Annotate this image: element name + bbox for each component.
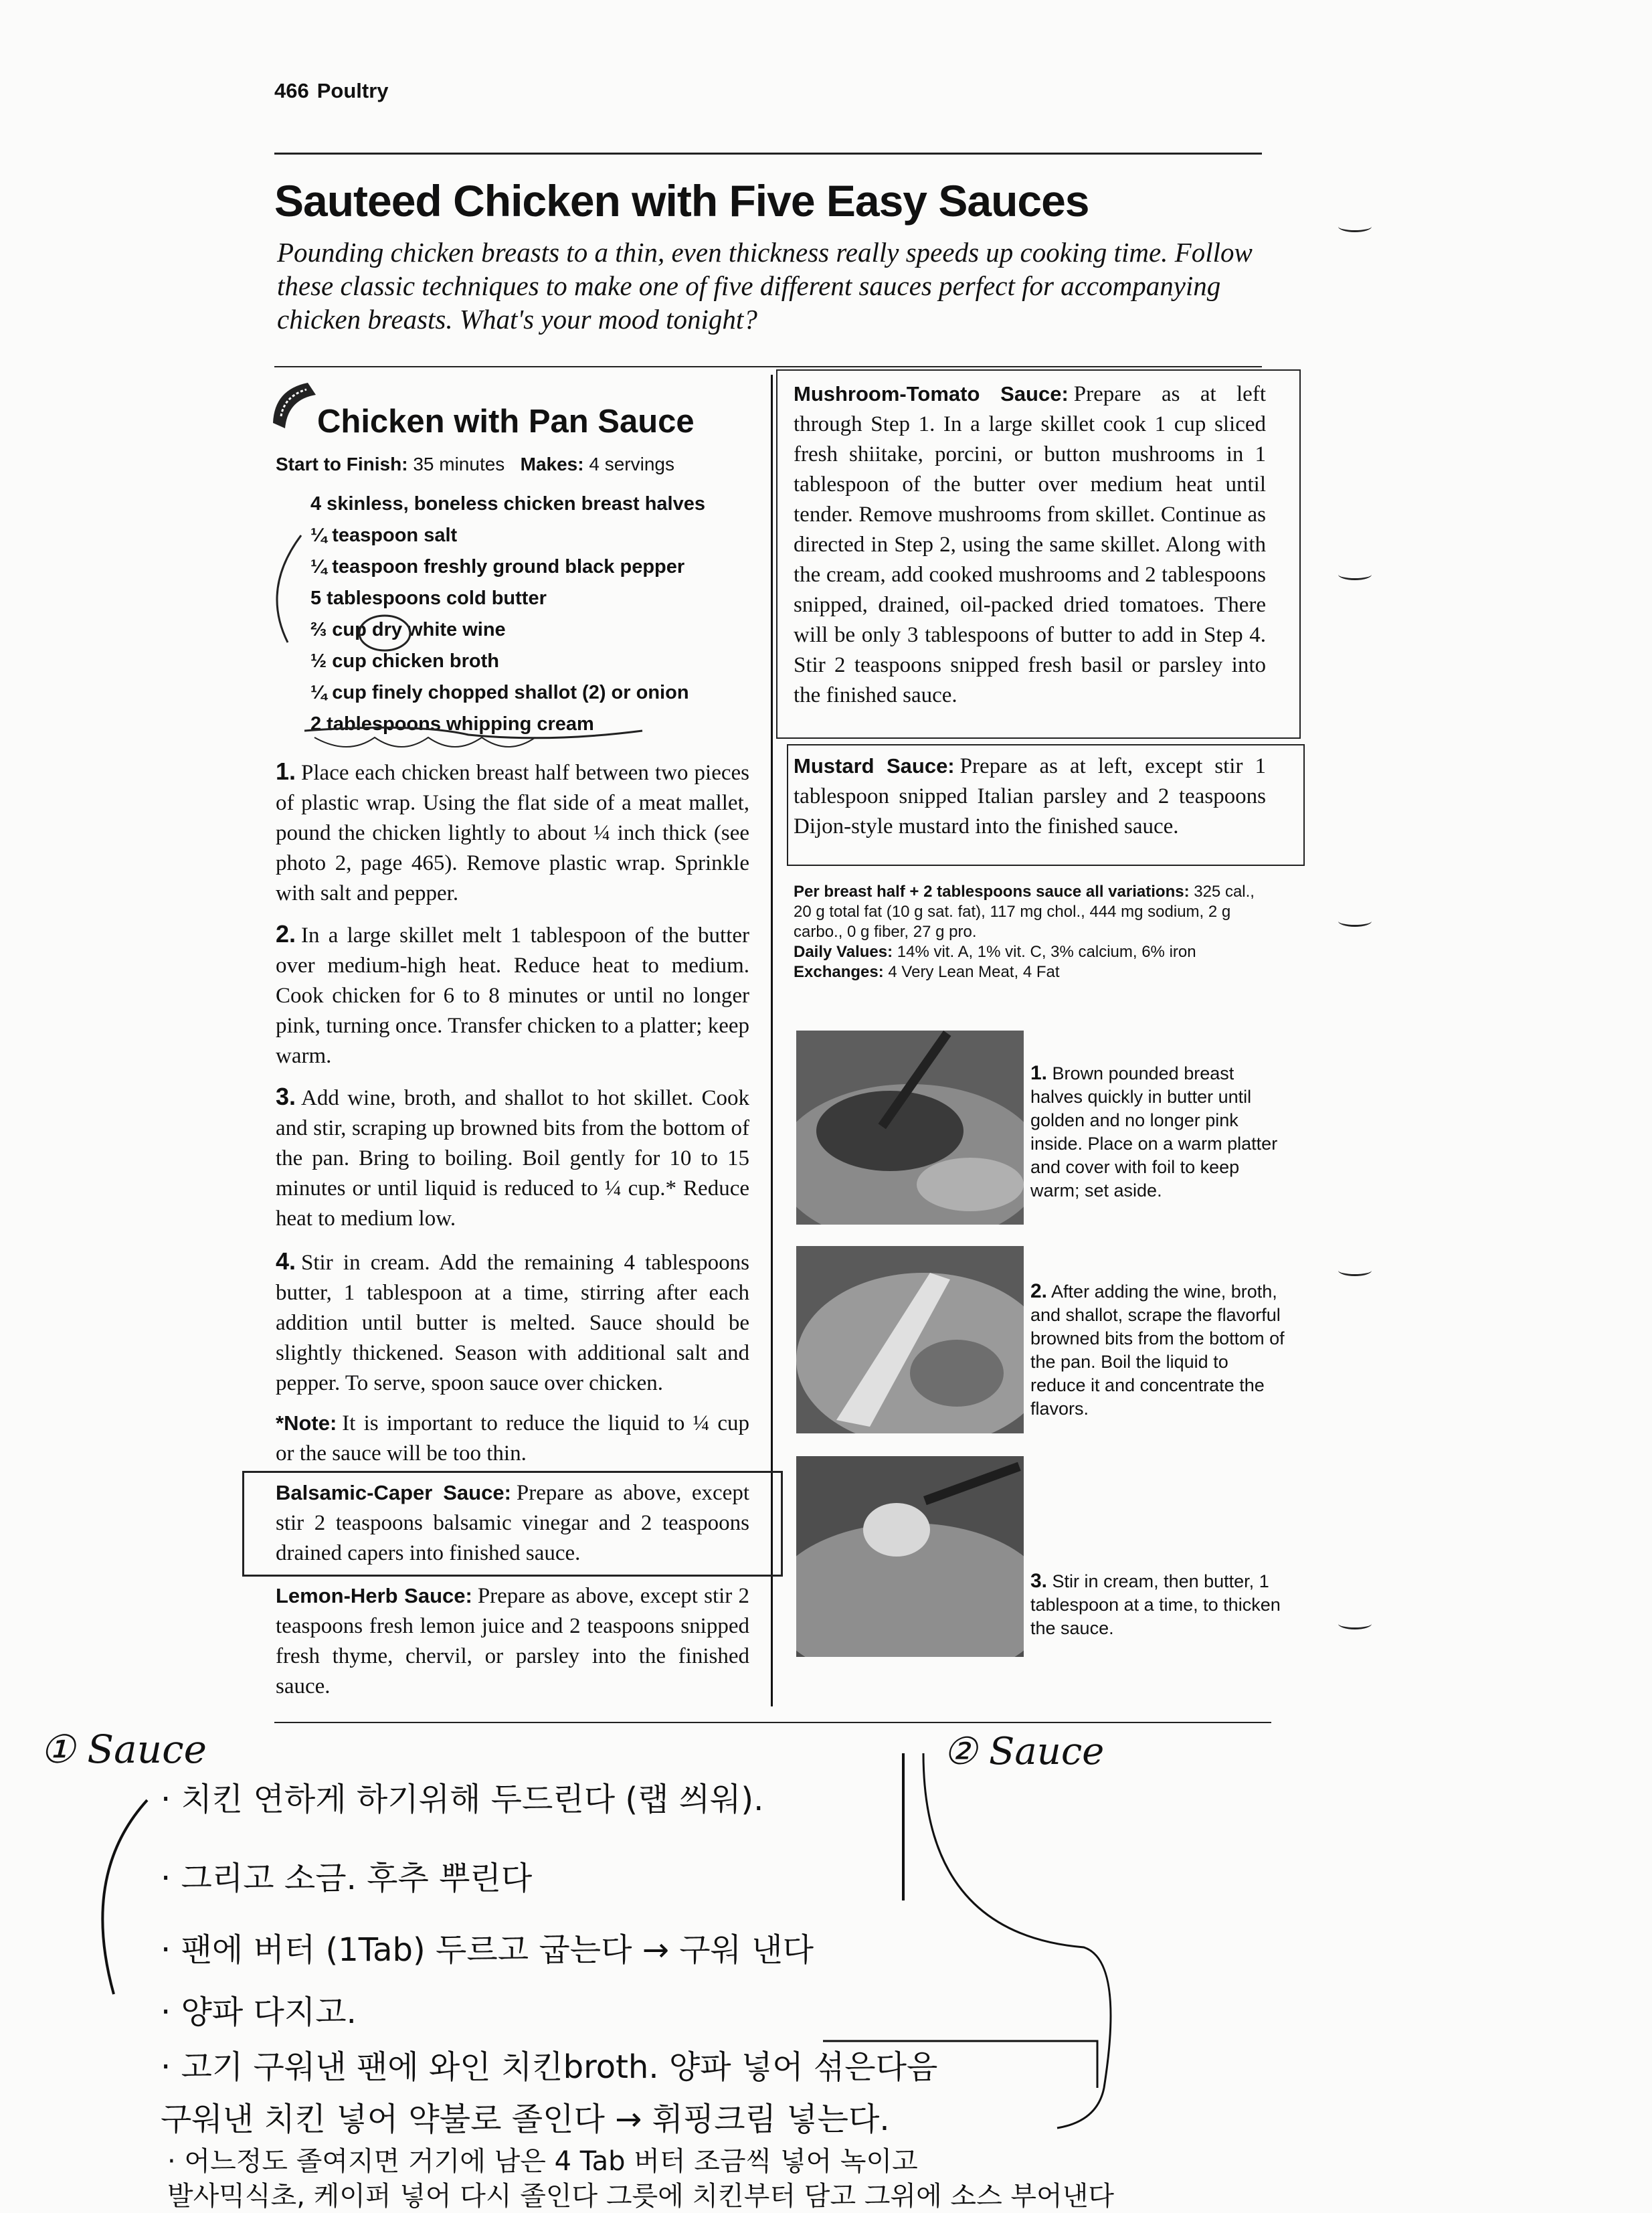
page-title: Sauteed Chicken with Five Easy Sauces — [274, 176, 1089, 226]
handdrawn-box-mustard — [787, 744, 1305, 866]
margin-tick — [1338, 221, 1372, 232]
start-value: 35 minutes — [413, 454, 505, 474]
margin-tick — [1338, 1265, 1372, 1276]
sauce-name: Mushroom-Tomato Sauce: — [794, 382, 1069, 406]
running-head — [274, 79, 389, 103]
handwritten-line: · 양파 다지고. — [161, 1994, 357, 2031]
step-4 — [276, 1246, 749, 1399]
step-photo-3 — [796, 1456, 1024, 1657]
step-number: 1. — [276, 758, 296, 785]
margin-tick — [1338, 1618, 1372, 1629]
step-text: In a large skillet melt 1 tablespoon of the butter over medium-high heat. Reduce heat to medium. Cook chicken for 6 to 8 minutes or until no longer pink, turning once. Transfer chicken to a platter; keep warm. — [276, 923, 749, 1068]
handwritten-heading-2: ② Sauce — [943, 1730, 1105, 1773]
handdrawn-box-balsamic — [242, 1471, 783, 1577]
step-number: 4. — [276, 1247, 296, 1275]
daily-values-label: Daily Values: — [794, 943, 893, 961]
makes-value: 4 servings — [589, 454, 674, 474]
exchanges-label: Exchanges: — [794, 963, 884, 981]
ingredient-item: 2 tablespoons whipping cream — [310, 713, 594, 735]
sauce-name: Lemon-Herb Sauce: — [276, 1584, 472, 1607]
section-name: Poultry — [316, 79, 389, 102]
ingredient-item: 4 skinless, boneless chicken breast halves — [310, 493, 705, 515]
photo-caption-1 — [1030, 1061, 1285, 1203]
sauce-name: Mustard Sauce: — [794, 754, 955, 778]
handwritten-line: · 고기 구워낸 팬에 와인 치킨broth. 양파 넣어 섞은다음 — [161, 2048, 938, 2086]
handwritten-line: 발사믹식초, 케이퍼 넣어 다시 졸인다 그릇에 치킨부터 담고 그위에 소스 부어낸다 — [167, 2181, 1114, 2212]
step-1 — [276, 756, 749, 909]
note-label: *Note: — [276, 1411, 337, 1435]
ingredient-item: ⅔ cup dry white wine — [310, 619, 506, 640]
caption-text: Brown pounded breast halves quickly in butter until golden and no longer pink inside. Place on a warm platter and cover with foil to keep warm; set aside. — [1030, 1063, 1278, 1201]
bottom-rule — [274, 1722, 1271, 1723]
step-photo-1 — [796, 1031, 1024, 1225]
handwritten-line: 구워낸 치킨 넣어 약불로 졸인다 → 휘핑크림 넣는다. — [161, 2101, 890, 2138]
step-number: 3. — [276, 1083, 296, 1110]
ingredient-list — [310, 489, 779, 740]
caption-text: After adding the wine, broth, and shallot, scrape the flavorful browned bits from the bottom of the pan. Boil the liquid to reduce it and concentrate the flavors. — [1030, 1281, 1285, 1419]
recipe-meta — [276, 454, 674, 475]
step-photo-2 — [796, 1246, 1024, 1433]
intro-text: Pounding chicken breasts to a thin, even thickness really speeds up cooking time. Follow these classic techniques to make one of five different sauces perfect for accompanying chicken breasts. What's your mood tonight? — [277, 237, 1253, 335]
note-text: It is important to reduce the liquid to ¼ cup or the sauce will be too thin. — [276, 1411, 749, 1466]
makes-label: Makes: — [520, 454, 584, 474]
caption-number: 3. — [1030, 1570, 1048, 1592]
handwritten-heading-1: ① Sauce — [40, 1727, 207, 1772]
handwritten-line: · 치킨 연하게 하기위해 두드린다 (랩 씌워). — [161, 1781, 764, 1818]
step-number: 2. — [276, 920, 296, 948]
lemon-herb-sauce — [276, 1581, 749, 1702]
nutrition-label: Per breast half + 2 tablespoons sauce all variations: — [794, 883, 1190, 901]
nutrition-info — [794, 882, 1275, 982]
recipe-note — [276, 1408, 749, 1469]
ingredient-item: ¼ teaspoon freshly ground black pepper — [310, 556, 685, 578]
page-number: 466 — [274, 79, 309, 102]
caption-text: Stir in cream, then butter, 1 tablespoon at a time, to thicken the sauce. — [1030, 1571, 1281, 1638]
daily-values-text: 14% vit. A, 1% vit. C, 3% calcium, 6% iron — [897, 943, 1196, 961]
start-label: Start to Finish: — [276, 454, 408, 474]
intro-rule — [274, 366, 1262, 367]
sauce-name: Balsamic-Caper Sauce: — [276, 1481, 511, 1504]
ingredient-item: 5 tablespoons cold butter — [310, 588, 547, 609]
handdrawn-box-mushroom — [776, 369, 1301, 739]
step-text: Place each chicken breast half between two pieces of plastic wrap. Using the flat side of a meat mallet, pound the chicken lightly to about ¼ inch thick (see photo 2, page 465). Remove plastic wrap. Sprinkle with salt and pepper. — [276, 761, 749, 905]
top-rule — [274, 153, 1262, 155]
handwritten-line: · 팬에 버터 (1Tab) 두르고 굽는다 → 구워 낸다 — [161, 1931, 814, 1969]
nutrition-values: 325 cal., 20 g total fat (10 g sat. fat), 117 mg chol., 444 mg sodium, 2 g carbo., 0 g fiber, 27 g pro. — [794, 883, 1255, 941]
ingredient-item: ¼ cup finely chopped shallot (2) or onion — [310, 682, 689, 703]
ingredient-item: ½ cup chicken broth — [310, 650, 499, 672]
margin-tick — [1338, 569, 1372, 580]
photo-caption-2 — [1030, 1279, 1285, 1421]
step-3 — [276, 1081, 749, 1234]
sauce-text: Prepare as above, except stir 2 teaspoons balsamic vinegar and 2 teaspoons drained capers into finished sauce. — [276, 1481, 750, 1565]
step-text: Stir in cream. Add the remaining 4 tablespoons butter, 1 tablespoon at a time, stirring after each addition until butter is melted. Sauce should be slightly thickened. Season with additional salt and pepper. To serve, spoon sauce over chicken. — [276, 1251, 749, 1395]
sauce-text: Prepare as at left, except stir 1 tablespoon snipped Italian parsley and 2 teaspoons Dijon-style mustard into the finished sauce. — [794, 754, 1266, 838]
exchanges-text: 4 Very Lean Meat, 4 Fat — [888, 963, 1060, 981]
handwritten-line: · 어느정도 졸여지면 거기에 남은 4 Tab 버터 조금씩 넣어 녹이고 — [167, 2146, 918, 2177]
sauce-text: Prepare as above, except stir 2 teaspoons fresh lemon juice and 2 teaspoons snipped fresh thyme, chervil, or parsley into the finished sauce. — [276, 1584, 749, 1698]
photo-caption-3 — [1030, 1569, 1285, 1640]
sauce-text: Prepare as at left through Step 1. In a large skillet cook 1 cup sliced fresh shiitake, porcini, or button mushrooms in 1 tablespoon of the butter over medium heat until tender. Remove mushrooms from skillet. Continue as directed in Step 2, using the same skillet. Along with the cream, add cooked mushrooms and 2 tablespoons snipped, drained, oil-packed dried tomatoes. There will be only 3 tablespoons of butter to add in Step 4. Stir 2 teaspoons snipped fresh basil or parsley into the finished sauce. — [794, 382, 1266, 707]
recipe-title: Chicken with Pan Sauce — [317, 404, 695, 440]
ingredient-item: ¼ teaspoon salt — [310, 525, 458, 546]
caption-number: 1. — [1030, 1062, 1048, 1084]
caption-number: 2. — [1030, 1280, 1048, 1302]
handwritten-line: · 그리고 소금. 후추 뿌린다 — [161, 1860, 533, 1897]
step-text: Add wine, broth, and shallot to hot skillet. Cook and stir, scraping up browned bits from the bottom of the pan. Bring to boiling. Boil gently for 10 to 15 minutes or until liquid is reduced to ¼ cup.* Reduce heat to medium low. — [276, 1086, 749, 1231]
step-2 — [276, 919, 749, 1071]
margin-tick — [1338, 915, 1372, 927]
